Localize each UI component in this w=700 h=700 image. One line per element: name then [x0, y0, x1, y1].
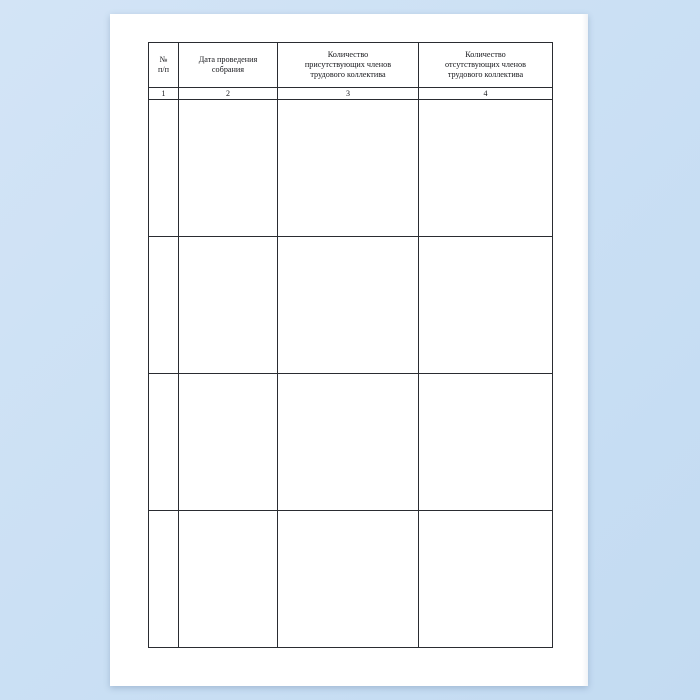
column-number-row — [149, 88, 553, 100]
cell-present-count[interactable] — [278, 511, 419, 648]
cell-absent-count[interactable] — [419, 237, 553, 374]
column-number-4: 4 — [419, 88, 553, 100]
column-number-2: 2 — [179, 88, 278, 100]
column-number-1: 1 — [149, 88, 179, 100]
header-cell-absent-count: Количество отсутствующих членов трудового коллектива — [419, 43, 553, 88]
cell-present-count[interactable] — [278, 237, 419, 374]
cell-absent-count[interactable] — [419, 511, 553, 648]
meeting-register-table — [148, 42, 553, 648]
cell-present-count[interactable] — [278, 100, 419, 237]
cell-present-count[interactable] — [278, 374, 419, 511]
cell-meeting-date[interactable] — [179, 100, 278, 237]
cell-absent-count[interactable] — [419, 100, 553, 237]
cell-number[interactable] — [149, 374, 179, 511]
table-row — [149, 237, 553, 374]
table-body — [149, 100, 553, 648]
table-container — [148, 42, 552, 648]
table-row — [149, 511, 553, 648]
table-row — [149, 100, 553, 237]
cell-absent-count[interactable] — [419, 374, 553, 511]
table-header-row — [149, 43, 553, 88]
document-page — [110, 14, 588, 686]
cell-meeting-date[interactable] — [179, 374, 278, 511]
header-cell-number: № п/п — [149, 43, 179, 88]
cell-number[interactable] — [149, 100, 179, 237]
table-row — [149, 374, 553, 511]
header-cell-present-count: Количество присутствующих членов трудового коллектива — [278, 43, 419, 88]
cell-meeting-date[interactable] — [179, 237, 278, 374]
cell-number[interactable] — [149, 511, 179, 648]
column-number-3: 3 — [278, 88, 419, 100]
cell-meeting-date[interactable] — [179, 511, 278, 648]
cell-number[interactable] — [149, 237, 179, 374]
header-cell-meeting-date: Дата проведения собрания — [179, 43, 278, 88]
